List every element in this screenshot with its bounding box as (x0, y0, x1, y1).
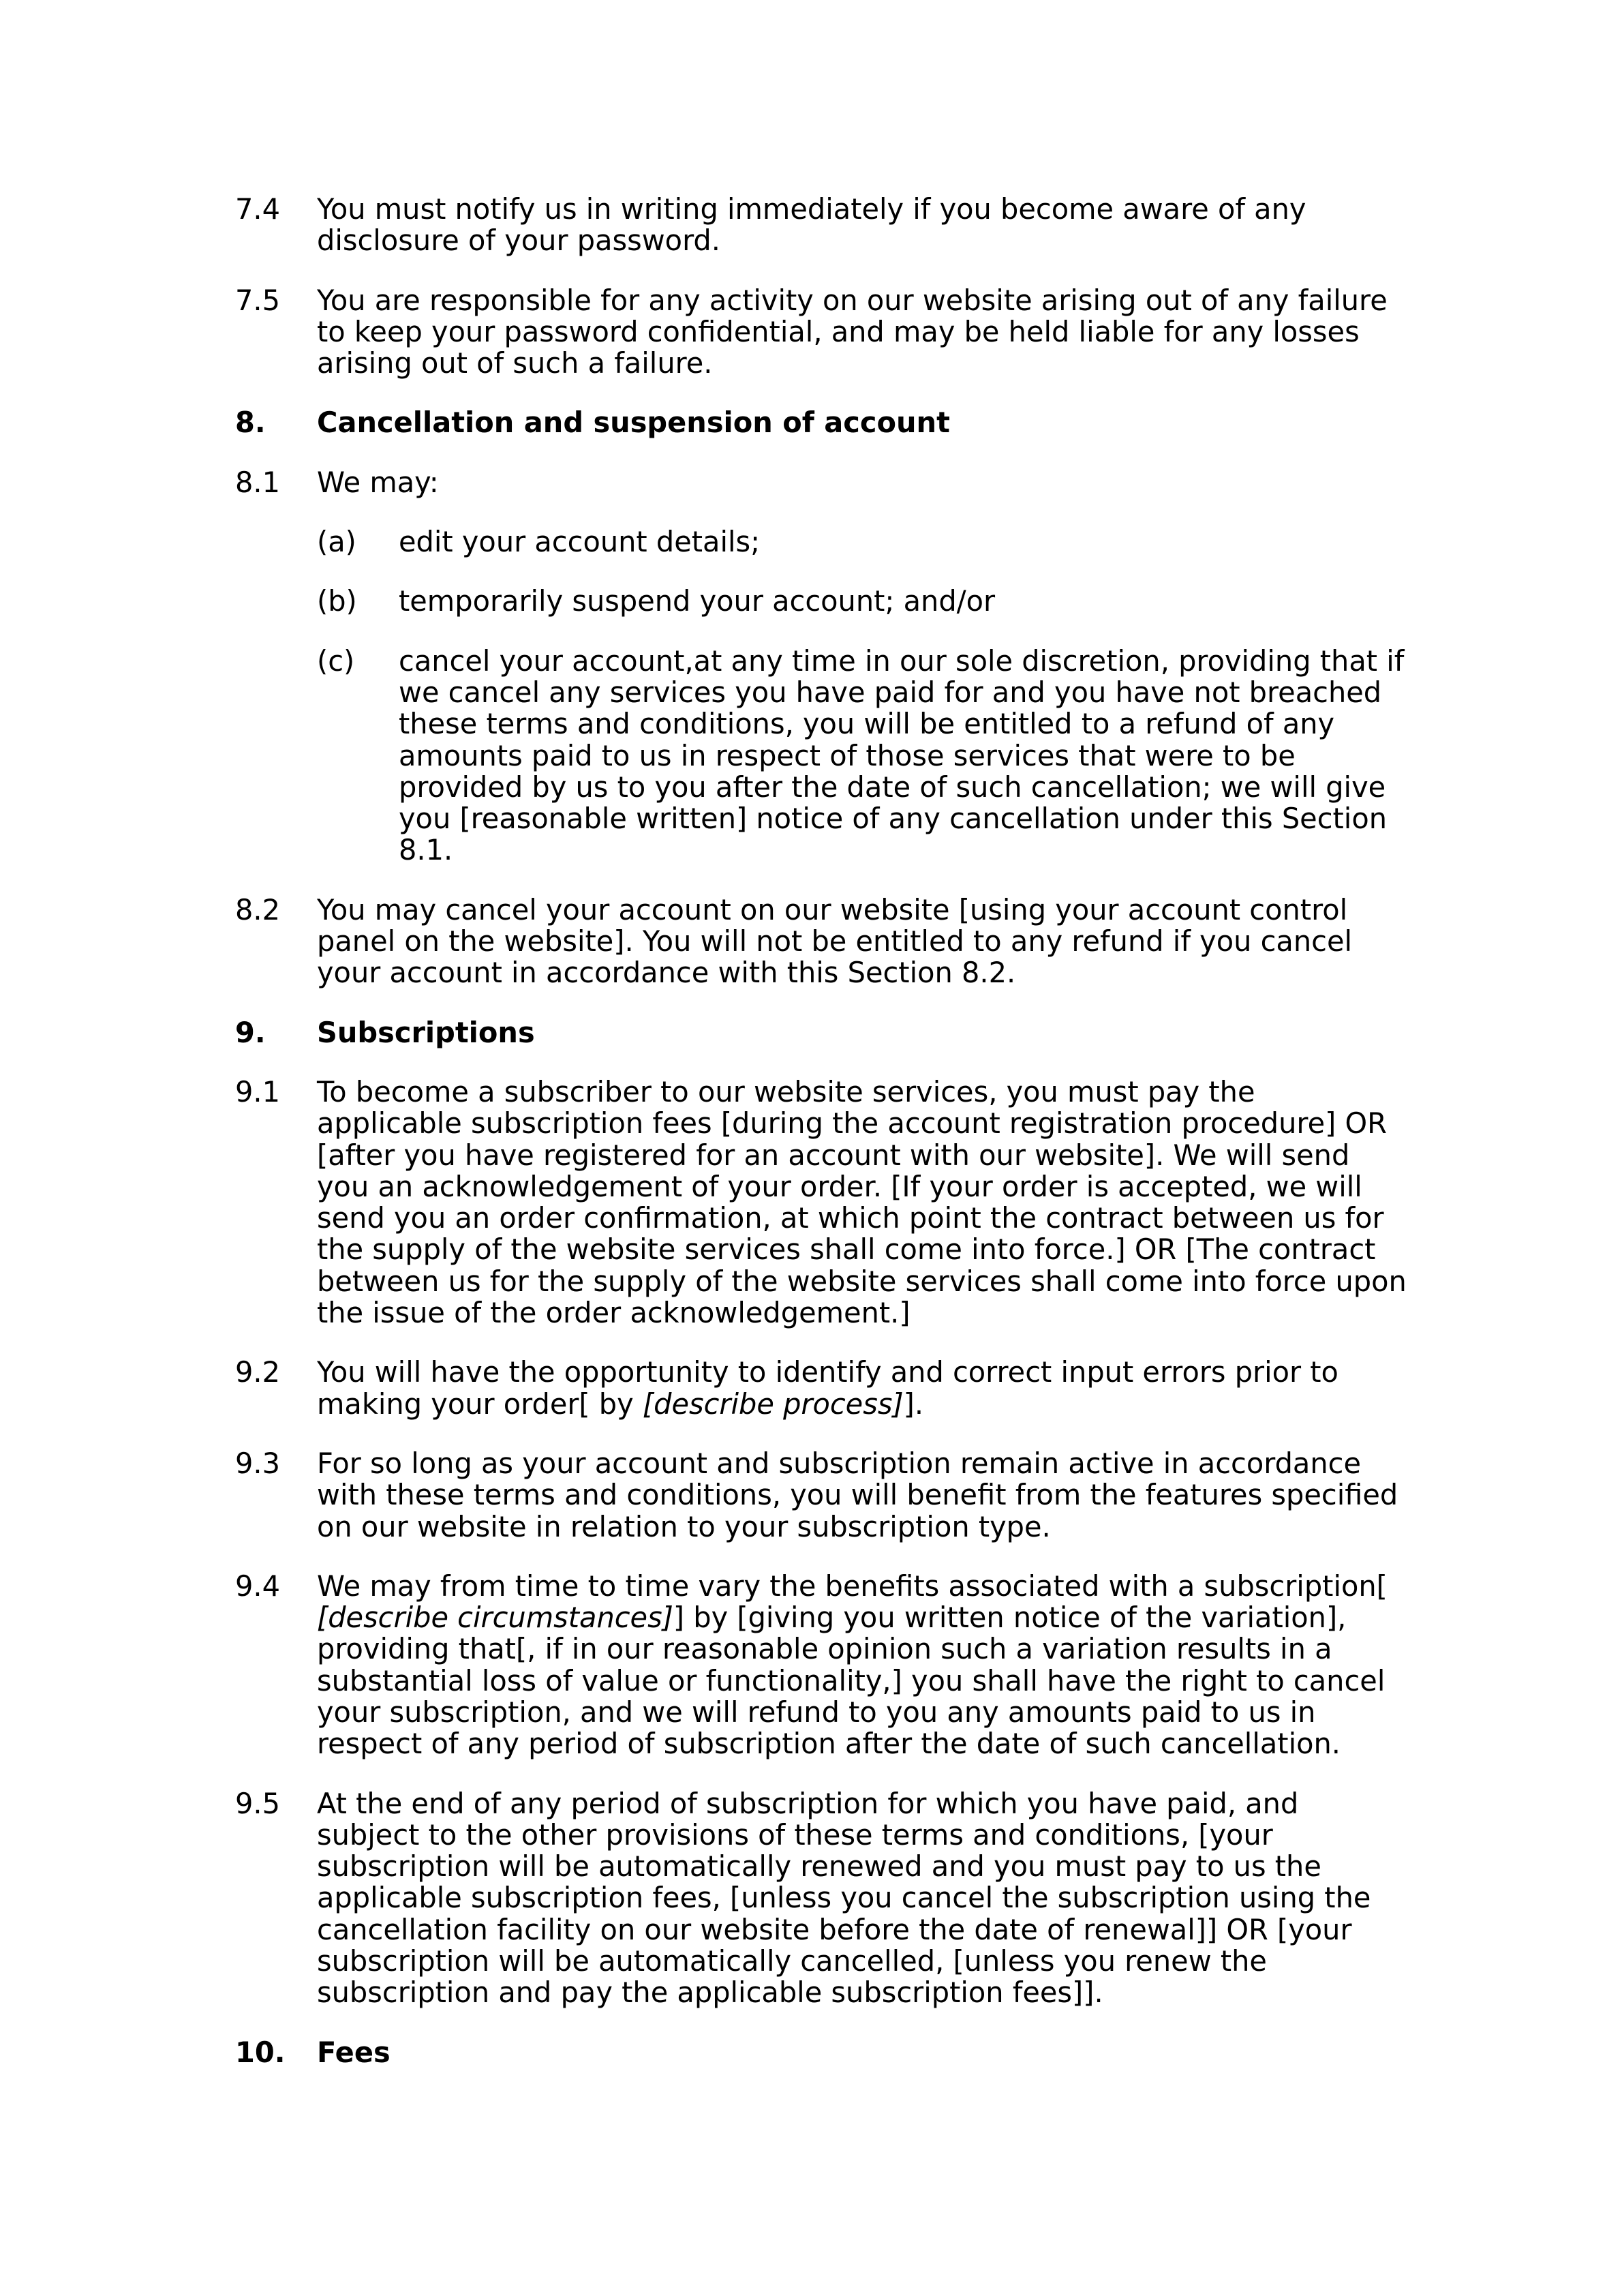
clause-8-2 (235, 894, 1407, 989)
subclause-letter: (a) (317, 525, 356, 559)
section-heading-9 (235, 1017, 1407, 1048)
section-number: 10. (235, 2035, 286, 2069)
clause-number: 8.1 (235, 465, 280, 499)
section-number: 9. (235, 1015, 266, 1049)
subclause-letter: (b) (317, 584, 357, 618)
clause-7-4 (235, 194, 1407, 257)
subclause-b (317, 586, 1407, 617)
clause-text: We may: (317, 465, 439, 499)
subclause-letter: (c) (317, 644, 355, 678)
section-heading-8 (235, 407, 1407, 438)
clause-9-1 (235, 1076, 1407, 1329)
clause-number: 7.5 (235, 283, 280, 317)
clause-7-5 (235, 285, 1407, 380)
section-title: Fees (317, 2035, 391, 2069)
clause-placeholder: [describe circumstances] (317, 1601, 673, 1635)
subclause-text: edit your account details; (399, 525, 761, 559)
clause-number: 9.3 (235, 1446, 280, 1480)
clause-9-5 (235, 1788, 1407, 2009)
clause-9-4 (235, 1571, 1407, 1760)
subclause-a (317, 526, 1407, 558)
clause-text-part: ]. (903, 1387, 924, 1421)
clause-number: 9.4 (235, 1569, 280, 1603)
clause-text: To become a subscriber to our website services, you must pay the applicable subscription fees [during the account registration procedure] OR [after you have registered for an account with our website]. We will send you an acknowledgement of your order. [If your order is accepted, we will send you an order confirmation, at which point the contract between us for the supply of the website services shall come into force.] OR [The contract between us for the supply of the website services shall come into force upon the issue of the order acknowledgement.] (317, 1074, 1407, 1330)
clause-text-part: We may from time to time vary the benefits associated with a subscription[ (317, 1569, 1388, 1603)
clause-number: 9.5 (235, 1786, 280, 1820)
clause-text (317, 1357, 1407, 1420)
clause-9-3 (235, 1448, 1407, 1543)
clause-number: 8.2 (235, 892, 280, 926)
clause-text: At the end of any period of subscription for which you have paid, and subject to the other provisions of these terms and conditions, [your subscription will be automatically renewed and you must pay to us the applicable subscription fees, [unless you cancel the subscription using the cancellation facility on our website before the date of renewal]] OR [your subscription will be automatically cancelled, [unless you renew the subscription and pay the applicable subscription fees]]. (317, 1786, 1371, 2010)
clause-text (317, 1571, 1407, 1760)
clause-text: You may cancel your account on our website [using your account control panel on the website]. You will not be entitled to any refund if you cancel your account in accordance with this Section 8.2. (317, 892, 1353, 990)
clause-placeholder: [describe process] (642, 1387, 904, 1421)
clause-text-part: You will have the opportunity to identify and correct input errors prior to making your order[ by (317, 1355, 1338, 1421)
section-title: Subscriptions (317, 1015, 535, 1049)
subclause-text: cancel your account,at any time in our sole discretion, providing that if we cancel any services you have paid for and you have not breached these terms and conditions, you will be entitled to a refund of any amounts paid to us in respect of those services that were to be provided by us to you after the date of such cancellation; we will give you [reasonable written] notice of any cancellation under this Section 8.1. (399, 644, 1405, 867)
subclause-text: temporarily suspend your account; and/or (399, 584, 996, 618)
clause-number: 7.4 (235, 192, 280, 226)
section-title: Cancellation and suspension of account (317, 406, 950, 440)
clause-9-2 (235, 1357, 1407, 1420)
clause-text-part: ] by [giving you written notice of the variation], providing that[, if in our reasonable opinion such a variation results in a substantial loss of value or functionality,] you shall have the right to cancel your subscription, and we will refund to you any amounts paid to us in respect of any period of subscription after the date of such cancellation. (317, 1601, 1386, 1761)
clause-text: You are responsible for any activity on our website arising out of any failure to keep your password confidential, and may be held liable for any losses arising out of such a failure. (317, 283, 1388, 380)
section-number: 8. (235, 406, 266, 440)
clause-text: For so long as your account and subscription remain active in accordance with these terms and conditions, you will benefit from the features specified on our website in relation to your subscription type. (317, 1446, 1398, 1543)
document-page (235, 194, 1407, 2068)
subclause-c (317, 646, 1407, 866)
clause-number: 9.1 (235, 1074, 280, 1108)
section-heading-10 (235, 2037, 1407, 2068)
clause-text: You must notify us in writing immediately if you become aware of any disclosure of your password. (317, 192, 1306, 258)
clause-number: 9.2 (235, 1355, 280, 1389)
clause-8-1 (235, 467, 1407, 498)
